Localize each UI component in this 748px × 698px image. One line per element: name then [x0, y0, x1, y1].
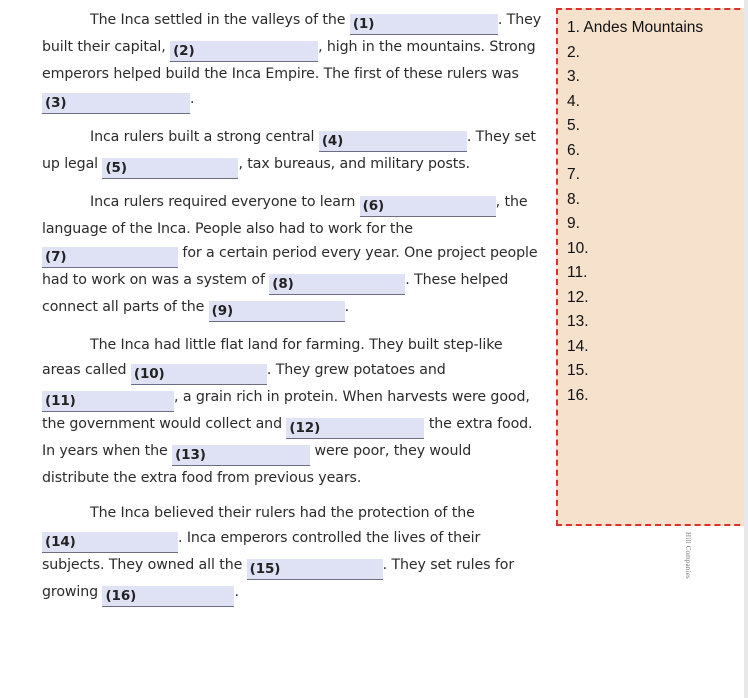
blank-6[interactable]: (6): [360, 196, 496, 217]
paragraph-1: [42, 8, 542, 114]
text: , a grain rich in protein. When harvests were good, the government would collect and: [42, 388, 530, 432]
text: . They built their capital,: [42, 12, 542, 55]
answer-16[interactable]: 16.: [567, 386, 589, 404]
page-edge: [744, 0, 748, 698]
text: , the language of the Inca. People also had to work for the: [42, 193, 528, 237]
blank-14[interactable]: (14): [42, 532, 178, 553]
answer-12[interactable]: 12.: [567, 288, 589, 306]
answer-11[interactable]: 11.: [567, 264, 588, 281]
blank-5[interactable]: (5): [102, 158, 238, 179]
blank-11[interactable]: (11): [42, 391, 174, 412]
text: for a certain period every year. One project people had to work on was a system of: [42, 245, 538, 289]
answer-1[interactable]: 1. Andes Mountains: [567, 19, 704, 36]
text: were poor, they would distribute the extra food from previous years.: [42, 442, 472, 486]
answer-10[interactable]: 10.: [567, 239, 589, 257]
answer-6[interactable]: 6.: [567, 141, 580, 159]
blank-13[interactable]: (13): [172, 445, 310, 466]
text: . They set rules for growing: [42, 556, 515, 600]
answer-box[interactable]: [556, 8, 748, 526]
text: . They grew potatoes and: [266, 361, 446, 378]
text: , high in the mountains. Strong emperors helped build the Inca Empire. The first of these rulers was: [42, 39, 536, 82]
answer-9[interactable]: 9.: [567, 215, 580, 232]
blank-12[interactable]: (12): [286, 418, 424, 439]
worksheet-text: [42, 8, 542, 618]
blank-4[interactable]: (4): [319, 131, 467, 152]
text: .: [190, 90, 195, 107]
answer-13[interactable]: 13.: [567, 313, 589, 330]
answer-4[interactable]: 4.: [567, 92, 580, 110]
answer-14[interactable]: 14.: [567, 337, 589, 355]
blank-8[interactable]: (8): [269, 274, 405, 295]
blank-2[interactable]: (2): [170, 41, 318, 62]
paragraph-2: [42, 125, 542, 179]
blank-7[interactable]: (7): [42, 247, 178, 268]
answer-list: [558, 10, 748, 408]
text: The Inca had little flat land for farming. They built step-like areas called: [42, 337, 503, 378]
text: .: [234, 583, 239, 600]
answer-7[interactable]: 7.: [567, 166, 580, 183]
paragraph-4: [42, 333, 542, 490]
answer-2[interactable]: 2.: [567, 43, 580, 61]
answer-15[interactable]: 15.: [567, 362, 589, 379]
text: The Inca believed their rulers had the protection of the: [90, 505, 475, 522]
text: the extra food. In years when the: [42, 415, 533, 459]
text: , tax bureaus, and military posts.: [238, 155, 470, 172]
text: . Inca emperors controlled the lives of their subjects. They owned all the: [42, 529, 481, 573]
answer-8[interactable]: 8.: [567, 190, 580, 208]
blank-3[interactable]: (3): [42, 93, 190, 114]
answer-3[interactable]: 3.: [567, 68, 580, 85]
text: .: [344, 299, 350, 316]
text: . They set up legal: [42, 128, 536, 172]
blank-9[interactable]: (9): [209, 301, 345, 322]
text: Inca rulers required everyone to learn: [90, 193, 356, 210]
blank-10[interactable]: (10): [131, 364, 267, 385]
text: Inca rulers built a strong central: [90, 128, 315, 145]
text: The Inca settled in the valleys of the: [90, 12, 346, 28]
paragraph-3: [42, 190, 542, 323]
answer-5[interactable]: 5.: [567, 117, 580, 134]
blank-16[interactable]: (16): [102, 586, 234, 607]
blank-15[interactable]: (15): [247, 559, 383, 580]
text: . These helped connect all parts of the: [42, 272, 509, 316]
blank-1[interactable]: (1): [350, 14, 498, 35]
publisher-credit: Hill Companies: [684, 532, 692, 579]
paragraph-5: [42, 501, 542, 607]
